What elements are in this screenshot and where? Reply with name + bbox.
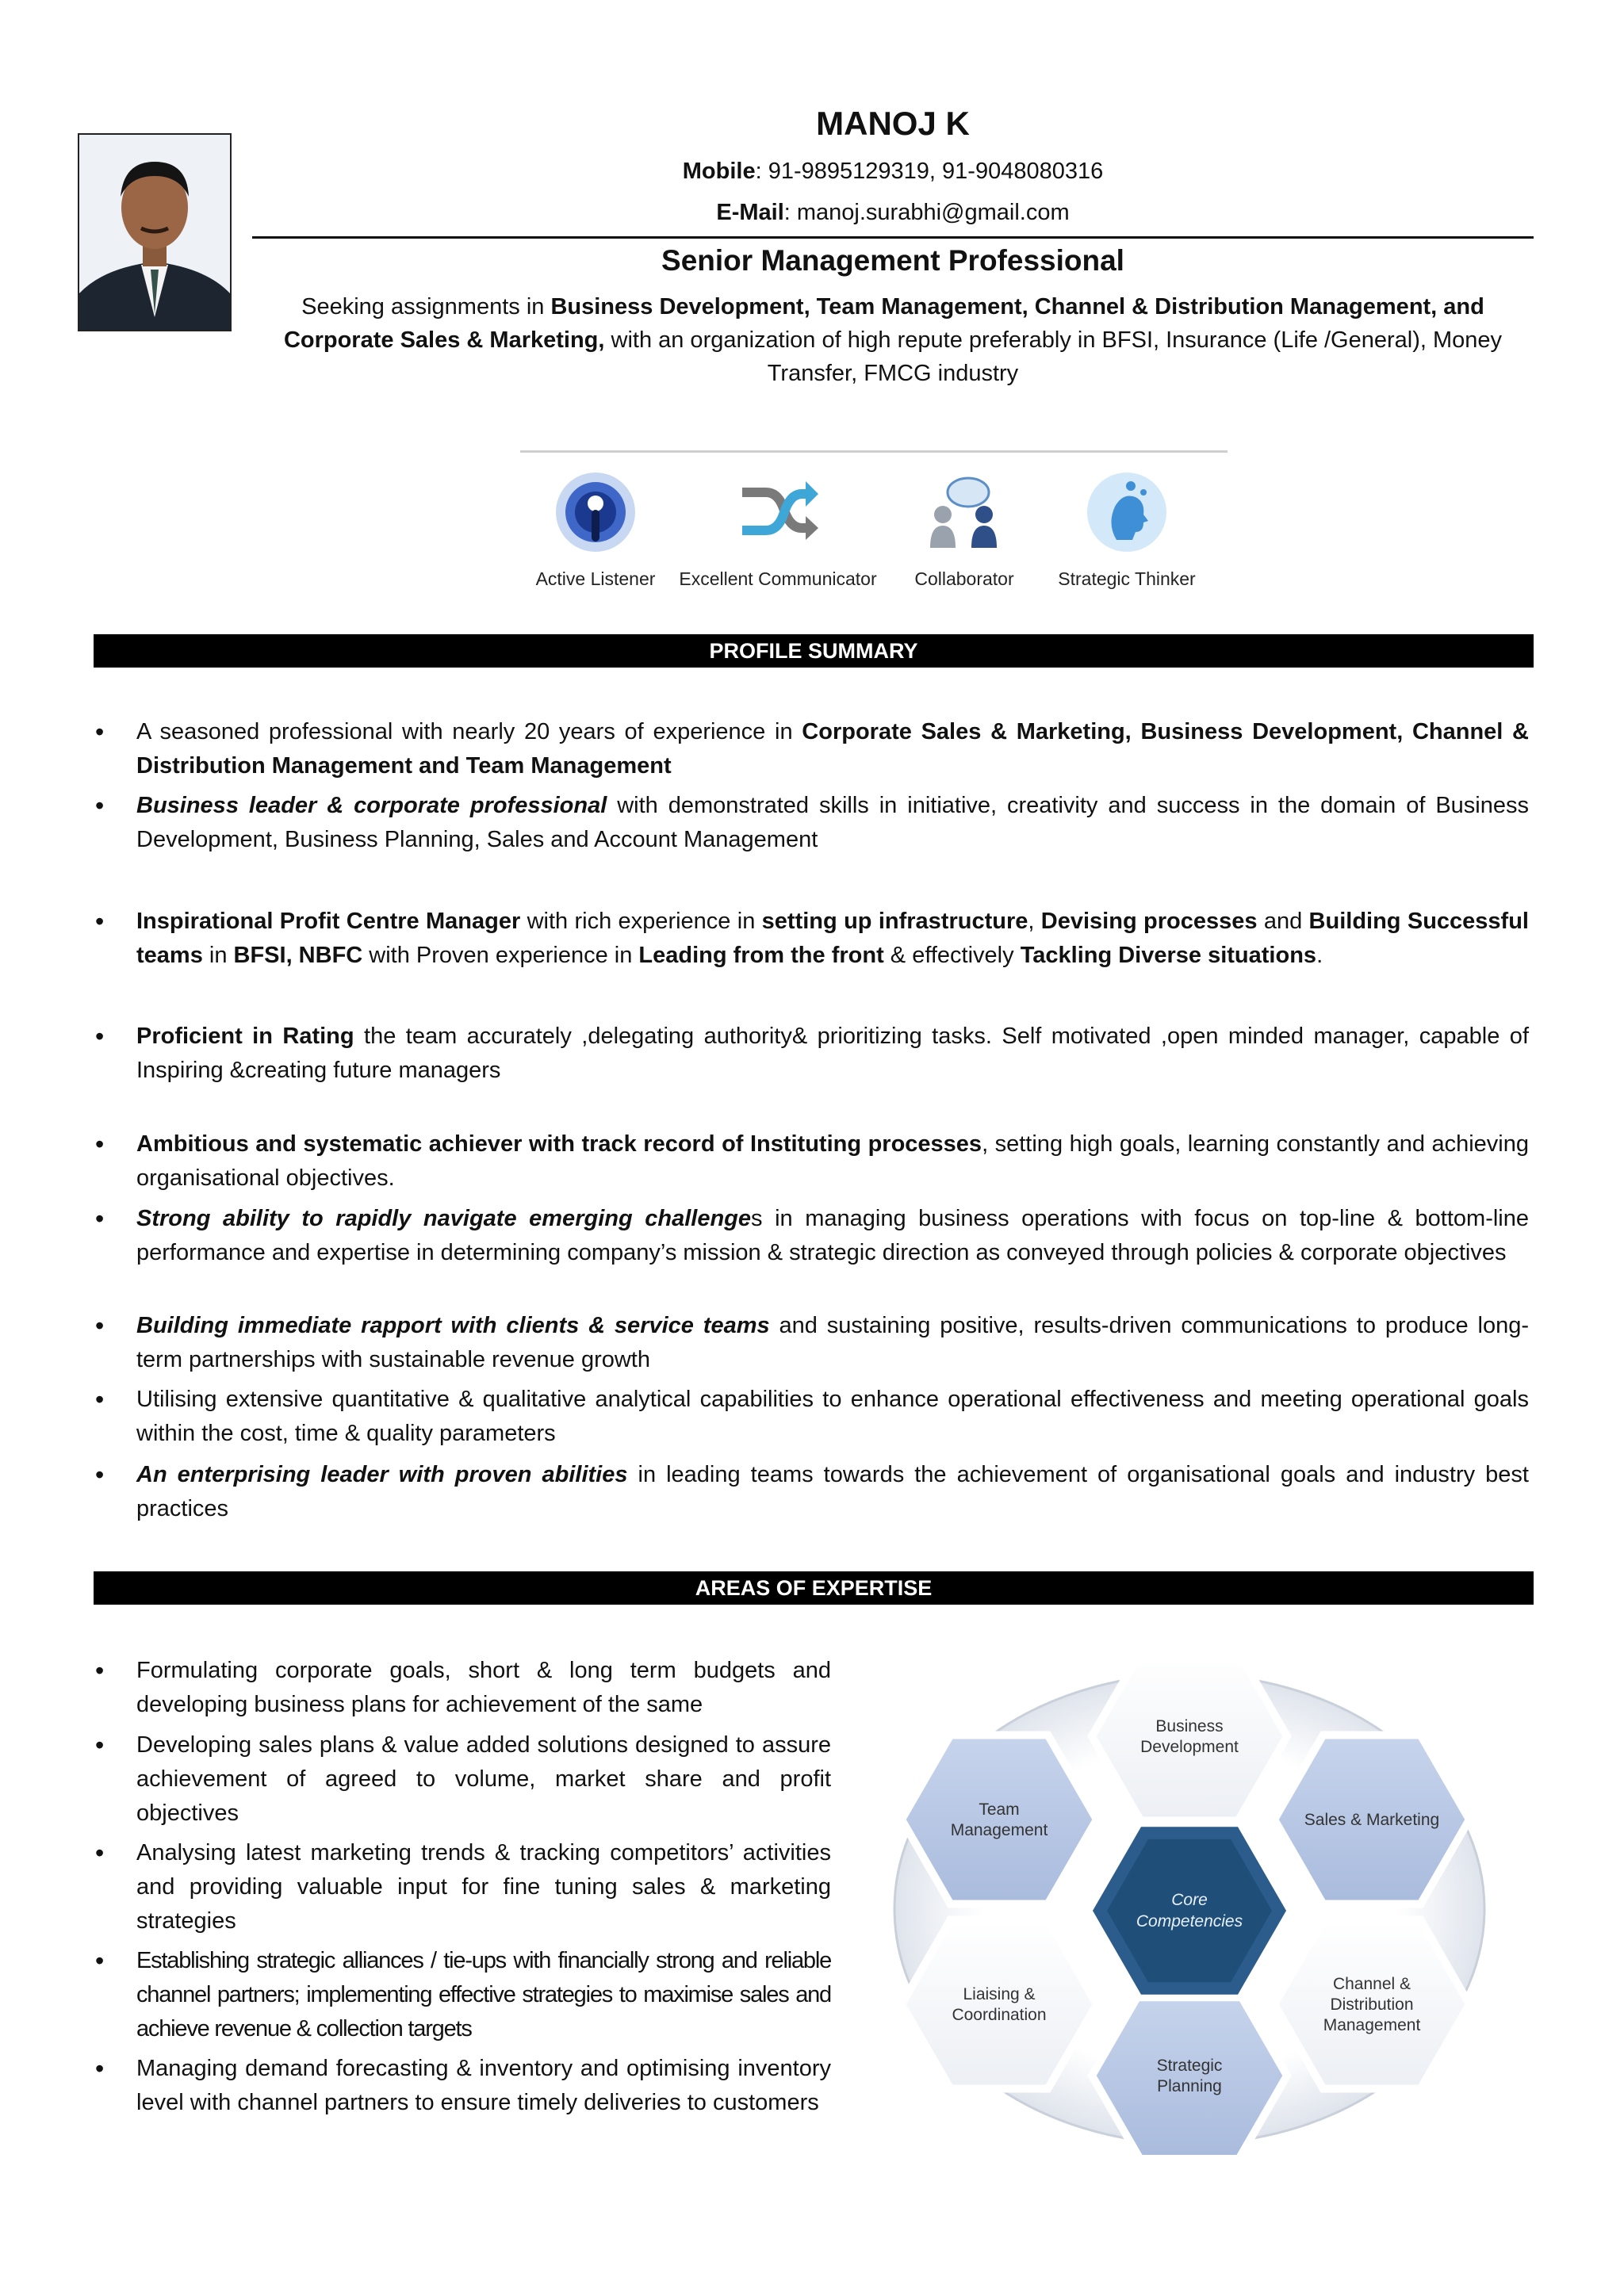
microphone-icon xyxy=(552,469,639,556)
trait-label: Collaborator xyxy=(914,568,1014,589)
text: . xyxy=(1316,943,1323,968)
trait-collaborator xyxy=(885,453,1044,599)
objective-rest: with an organization of high repute preferably in BFSI, Insurance (Life /General), Money Transfer, FMCG industry xyxy=(604,327,1503,386)
thinker-head-icon xyxy=(1083,469,1170,556)
text-bold: Leading from the front xyxy=(638,943,884,968)
expertise-bullet: • Managing demand forecasting & inventory and optimising inventory level with channel partners to ensure timely deliveries to customers xyxy=(136,2052,831,2120)
core-competencies-label: Competencies xyxy=(1136,1912,1243,1931)
profile-bullet xyxy=(136,905,1529,973)
core-competencies-label: Core xyxy=(1171,1891,1208,1909)
hex-team-management-label: Management xyxy=(950,1821,1048,1839)
text: & effectively xyxy=(883,943,1021,968)
text: Utilising extensive quantitative & qualitative analytical capabilities to enhance operational effectiveness and meeting operational goals within the cost, time & quality parameters xyxy=(136,1387,1529,1446)
email-line xyxy=(254,200,1532,226)
header-divider xyxy=(252,236,1534,239)
hex-channel-distribution-label: Channel & xyxy=(1332,1975,1411,1993)
hex-liaising-coordination-label: Coordination xyxy=(952,2006,1047,2024)
hex-liaising-coordination-label: Liaising & xyxy=(963,1985,1036,2003)
text-bold: Inspirational Profit Centre Manager xyxy=(136,909,521,934)
expertise-bullet xyxy=(136,1944,831,2046)
profile-bullet xyxy=(136,1020,1529,1088)
trait-label: Excellent Communicator xyxy=(679,568,877,589)
trait-active-listener xyxy=(520,453,671,599)
core-competencies-svg xyxy=(872,1663,1507,2155)
profile-summary-heading: PROFILE SUMMARY xyxy=(94,634,1534,668)
hex-business-development-label: Development xyxy=(1140,1738,1239,1756)
profile-bullet xyxy=(136,1127,1529,1196)
expertise-bullet: • Formulating corporate goals, short & long term budgets and developing business plans for achievement of the same xyxy=(136,1654,831,1722)
profile-bullet xyxy=(136,1383,1529,1451)
hex-channel-distribution-label: Management xyxy=(1323,2016,1421,2034)
text: with rich experience in xyxy=(520,909,762,934)
text: , xyxy=(1028,909,1041,934)
text-bold: Tackling Diverse situations xyxy=(1020,943,1317,968)
profile-bullet xyxy=(136,1458,1529,1526)
traits-banner xyxy=(520,450,1228,599)
text-bold: Proficient in Rating xyxy=(136,1024,354,1049)
email-value: : manoj.surabhi@gmail.com xyxy=(783,200,1070,225)
text: Establishing strategic alliances / tie-ups with financially strong and reliable channel partners; implementing effective strategies to maximise sales and achieve revenue & collection targets xyxy=(136,1948,831,2042)
hex-channel-distribution-label: Distribution xyxy=(1330,1996,1414,2014)
text-bold-italic: Building immediate rapport with clients & service teams xyxy=(136,1313,770,1338)
objective-lead: Seeking assignments in xyxy=(301,294,551,320)
hex-strategic-planning-label: Strategic xyxy=(1156,2057,1223,2075)
profile-bullet xyxy=(136,1202,1529,1270)
text-bold: Devising processes xyxy=(1040,909,1258,934)
text: in xyxy=(202,943,234,968)
mobile-value: : 91-9895129319, 91-9048080316 xyxy=(755,159,1104,184)
text-bold: setting up infrastructure xyxy=(761,909,1028,934)
text-bold: BFSI, NBFC xyxy=(233,943,363,968)
trait-excellent-communicator xyxy=(671,453,885,599)
core-competencies-diagram xyxy=(872,1663,1507,2155)
text-bold: Building Successful teams xyxy=(136,909,1529,968)
mobile-line xyxy=(254,159,1532,185)
text-bold-italic: Strong ability to rapidly navigate emerging challenge xyxy=(136,1206,752,1231)
text: in leading teams towards the achievement of organisational goals and industry best practices xyxy=(136,1462,1529,1521)
text-bold: Ambitious and systematic achiever with track record of Instituting processes xyxy=(136,1131,982,1157)
email-label: E-Mail xyxy=(716,200,784,225)
profile-photo xyxy=(78,133,232,331)
text: the team accurately ,delegating authority& prioritizing tasks. Self motivated ,open minded manager, capable of Inspiring &creating future managers xyxy=(136,1024,1529,1083)
candidate-name: MANOJ K xyxy=(816,105,970,142)
text-bold-italic: An enterprising leader with proven abilities xyxy=(136,1462,628,1487)
hex-strategic-planning-label: Planning xyxy=(1157,2077,1222,2095)
people-talk-icon xyxy=(921,469,1008,556)
objective-areas: Business Development, Team Management, Channel & Distribution Management, and Corporate Sales & Marketing, xyxy=(283,294,1484,353)
profile-photo-image xyxy=(79,135,230,330)
profile-bullet xyxy=(136,1309,1529,1377)
text: and xyxy=(1257,909,1309,934)
text-bold-italic: Business leader & corporate professional xyxy=(136,793,607,818)
hex-business-development-label: Business xyxy=(1155,1717,1224,1735)
profile-bullet xyxy=(136,715,1529,783)
expertise-bullet: • Developing sales plans & value added solutions designed to assure achievement of agreed to volume, market share and profit objectives xyxy=(136,1728,831,1831)
hex-sales-marketing-label: Sales & Marketing xyxy=(1304,1811,1440,1829)
hex-team-management-label: Team xyxy=(979,1800,1020,1819)
text-bold: Corporate Sales & Marketing, Business Development, Channel & Distribution Management and Team Management xyxy=(136,719,1530,779)
shuffle-arrows-icon xyxy=(734,469,822,556)
text: s in managing business operations with focus on top-line & bottom-line performance and expertise in determining company’s mission & strategic direction as conveyed through policies & corporate objectives xyxy=(136,1206,1530,1265)
text: with Proven experience in xyxy=(362,943,639,968)
text: A seasoned professional with nearly 20 years of experience in xyxy=(136,719,802,744)
trait-label: Active Listener xyxy=(535,568,656,589)
trait-label: Strategic Thinker xyxy=(1058,568,1196,589)
expertise-bullet: • Analysing latest marketing trends & tracking competitors’ activities and providing valuable input for fine tuning sales & marketing strategies xyxy=(136,1836,831,1938)
trait-strategic-thinker xyxy=(1044,453,1210,599)
text: with demonstrated skills in initiative, creativity and success in the domain of Business Development, Business Planning, Sales and Account Management xyxy=(136,793,1529,852)
career-objective xyxy=(262,290,1524,390)
areas-of-expertise-heading: AREAS OF EXPERTISE xyxy=(94,1571,1534,1605)
profile-bullet xyxy=(136,789,1529,857)
text: , setting high goals, learning constantly and achieving organisational objectives. xyxy=(136,1131,1529,1191)
headline: Senior Management Professional xyxy=(661,244,1124,277)
text: and sustaining positive, results-driven communications to produce long-term partnerships with sustainable revenue growth xyxy=(136,1313,1529,1372)
mobile-label: Mobile xyxy=(682,159,756,184)
